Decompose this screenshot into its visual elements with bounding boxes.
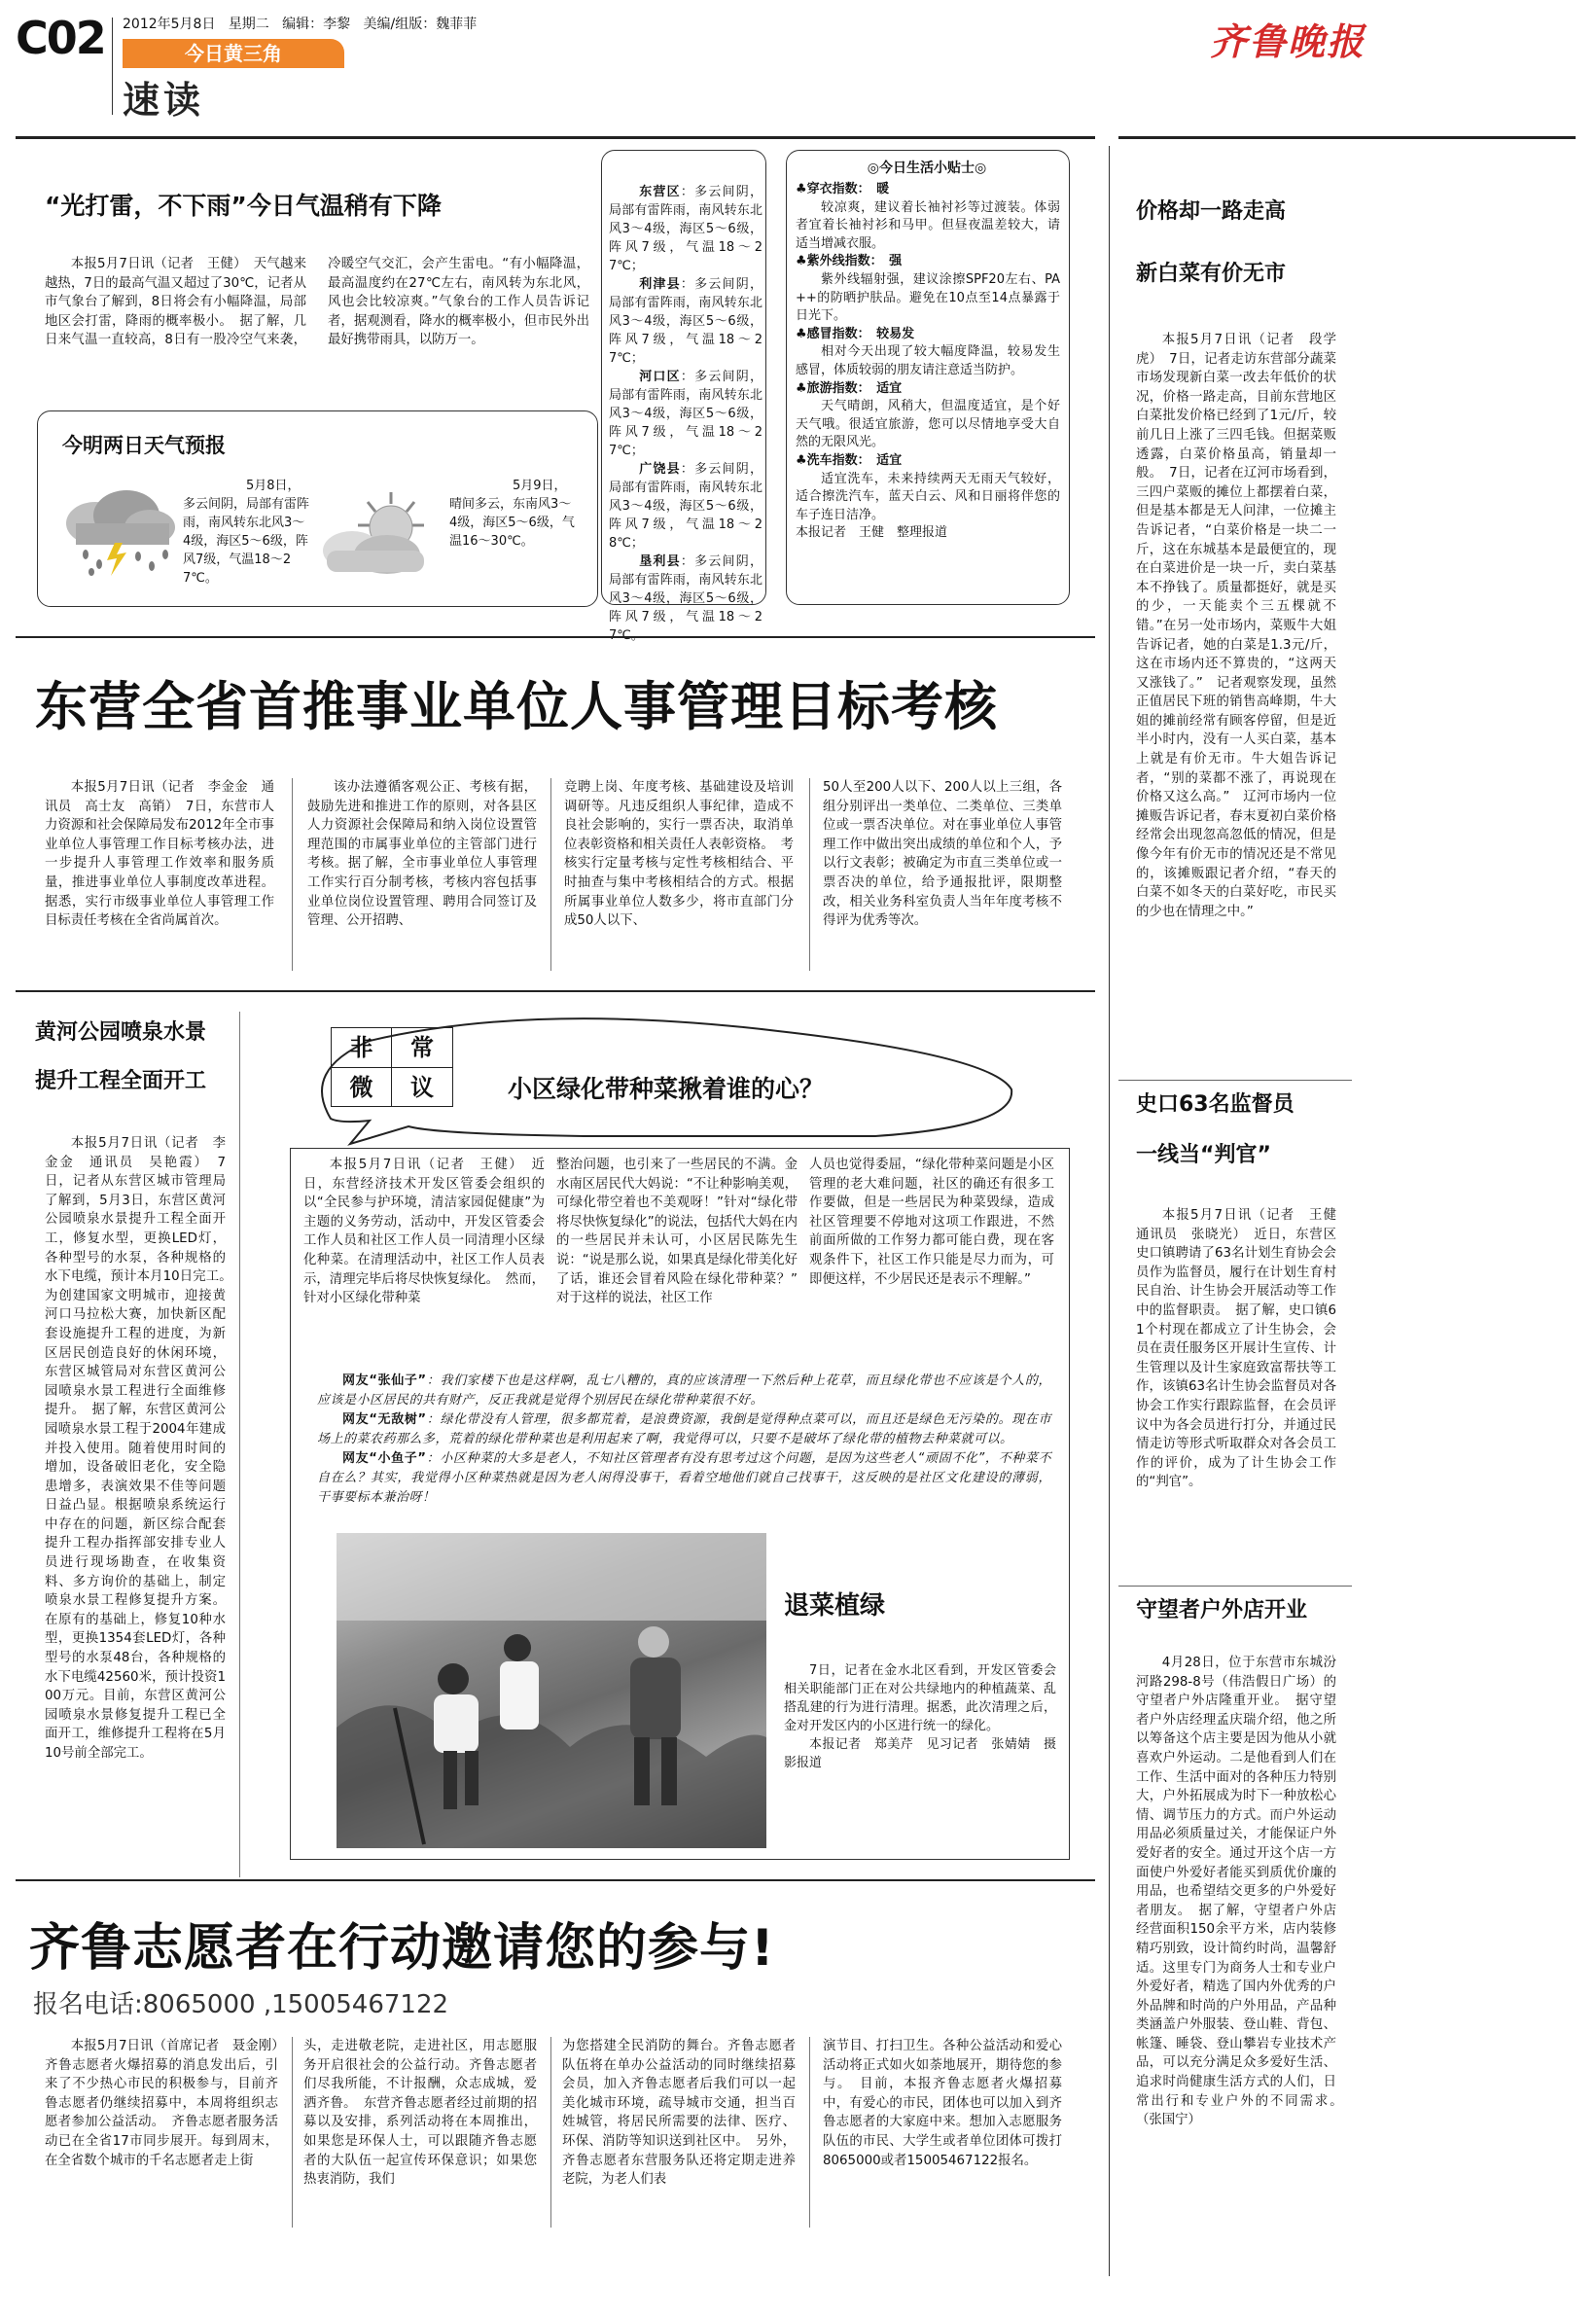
issue-info [123,14,477,33]
photo-caption [784,1661,1056,1772]
weather-headline: “光打雷，不下雨”今日气温稍有下降 [45,192,442,220]
issue-date: 2012年5月8日 [123,17,216,32]
issue-weekday: 星期二 [228,17,269,32]
tip-item: ♣感冒指数： 较易发 相对今天出现了较大幅度降温，较易发生感冒，体质较弱的朋友请注意适当防护。 [796,326,1060,377]
main-col-4: 50人至200人以下、200人以上三组，各组分别评出一类单位、二类单位、三类单位或一票否决单位。对在事业单位人事管理工作中做出突出成绩的单位和个人，予以行文表彰；被确定为市直三类单位或一票否决的单位，给予通报批评，限期整改，相关业务科室负责人当年年度考核不得评为优秀等次。 [823,780,1062,929]
tip-item: ♣穿衣指数： 暖 较凉爽，建议着长袖衬衫等过渡装。体弱者宜着长袖衬衫和马甲。但昼夜温差较大，请适当增减衣服。 [796,182,1060,251]
tag-grid [331,1027,453,1107]
comment: 网友“张仙子”：我们家楼下也是这样啊，乱七八糟的，真的应该清理一下然后种上花草，而且绿化带也不应该是个人的，应该是小区居民的共有财产，反正我就是觉得个别居民在绿化带种菜很不好。 [317,1373,1051,1408]
weather-body-text: 本报5月7日讯（记者 王健） 天气越来越热，7日的最高气温又超过了30℃，记者从市气象台了解到，8日将会有小幅降温，局部地区会打雷，降雨的概率极小。 据了解，几日来气温一直较高，8日有一股冷空气来袭，冷暖空气交汇，会产生雷电。“有小幅降温，最高温度约在27℃左右，南风转为东北风，风也会比较凉爽。”气象台的工作人员告诉记者，据观测看，降水的概率极小，但市民外出最好携带雨具，以防万一。 [45,257,589,348]
section-tag: 今日黄三角 [123,39,344,68]
jury-headline-2: 一线当“判官” [1136,1143,1271,1167]
jury-body: 本报5月7日讯（记者 王健 通讯员 张晓光） 近日，东营区史口镇聘请了63名计划生育协会会员作为监督员，履行在计划生育村民自治、计生协会开展活动等工作中的监督职责。 据了解，史口镇61个村现在都成立了计生协会，会员在责任服务区开展计生宣传、计生管理以及计生家庭致富帮扶等工作，该镇63名计生协会监督员对各协会工作实行跟踪监督，在会员评议中为各会员进行打分，并通过民情走访等形式听取群众对各会员工作的评价，成为了计生协会工作的“判官”。 [1136,1208,1350,1490]
tip-item: ♣旅游指数： 适宜 天气晴朗，风稍大，但温度适宜，是个好天气哦。很适宜旅游，您可以尽情地享受大自然的无限风光。 [796,380,1060,450]
tag-char: 常 [392,1028,452,1068]
district-item: 利津县：多云间阴，局部有雷阵雨，南风转东北风3～4级，海区5～6级，阵风7级，气温18～27℃； [609,277,763,366]
main-col-3: 竞聘上岗、年度考核、基础建设及培训调研等。凡违反组织人事纪律，造成不良社会影响的，实行一票否决，取消单位表彰资格和相关责任人表彰资格。 考核实行定量考核与定性考核相结合、平时抽查与集中考核相结合的方式。根据所属事业单位人数多少，将市直部门分成50人以下、 [564,780,794,929]
district-item: 垦利县：多云间阴，局部有雷阵雨，南风转东北风3～4级，海区5～6级，阵风7级，气温18～2 [609,554,763,624]
tips-title: ◎今日生活小贴士◎ [867,160,987,176]
issue-designer: 美编/组版：魏菲菲 [363,17,478,32]
issue-editor: 编辑：李黎 [282,17,351,32]
forecast-day2: 5月9日，晴间多云，东南风3～4级，海区5～6级，气温16～30℃。 [449,479,575,549]
district-item: 广饶县：多云间阴，局部有雷阵雨，南风转东北风3～4级，海区5～6级，阵风7级，气温18～28℃； [609,462,763,551]
photo-caption-text: 7日，记者在金水北区看到，开发区管委会相关职能部门正在对公共绿地内的种植蔬菜、乱搭乱建的行为进行清理。据悉，此次清理之后，金对开发区内的小区进行统一的绿化。 [784,1663,1056,1733]
green-headline: 小区绿化带种菜揪着谁的心？ [508,1075,825,1103]
district-item: 东营区：多云间阴，局部有雷阵雨，南风转东北风3～4级，海区5～6级，阵风7级，气温18～27℃； [609,185,763,273]
comment: 网友“无敌树”：绿化带没有人管理，很多都荒着，是浪费资源，我倒是觉得种点菜可以，而且还是绿色无污染的。现在市场上的菜农药那么多，荒着的绿化带种菜也是利用起来了啊，我觉得可以，只要不是破坏了绿化带的植物去种菜就可以。 [317,1412,1051,1446]
volunteer-col-1: 本报5月7日讯（首席记者 聂金刚） 齐鲁志愿者火爆招募的消息发出后，引来了不少热心市民的积极参与，目前齐鲁志愿者仍继续招募中，本周将组织志愿者参加公益活动。 齐鲁志愿者服务活动已在全省17市同步展开。每到周末，在全省数个城市的千名志愿者走上街 [45,2039,292,2168]
tag-char: 微 [332,1068,392,1107]
masthead-logo: 齐鲁晚报 [1210,19,1366,63]
tip-item: ♣紫外线指数： 强 紫外线辐射强，建议涂擦SPF20左右、PA++的防晒护肤品。避免在10点至14点暴露于日光下。 [796,254,1060,324]
tips-list [796,181,1060,543]
volunteer-phone: 报名电话:8065000 ,15005467122 [33,1990,449,2019]
volunteer-col-3: 为您搭建全民消防的舞台。齐鲁志愿者队伍将在单办公益活动的同时继续招募会员，加入齐鲁志愿者后我们可以一起美化城市环境，疏导城市交通，担当百姓城管，将居民所需要的法律、医疗、环保、消防等知识送到社区中。 另外，齐鲁志愿者东营服务队还将定期走进养老院，为老人们表 [562,2039,796,2188]
photo-credit: 本报记者 郑美芹 见习记者 张婧婧 摄影报道 [784,1737,1056,1770]
tag-char: 议 [410,1074,434,1101]
cabbage-headline-1: 价格却一路走高 [1136,199,1287,224]
forecast-title: 今明两日天气预报 [62,434,226,457]
tag-char: 非 [332,1028,392,1068]
green-col-1: 本报5月7日讯（记者 王健） 近日，东营经济技术开发区管委会组织的以“全民参与护环境，清洁家园促健康”为主题的义务劳动，活动中，开发区管委会工作人员和社区工作人员一同清理小区绿化种菜。在清理活动中，社区工作人员表示，清理完毕后将尽快恢复绿化。 然而，针对小区绿化带种菜 [303,1158,545,1306]
main-col-1: 本报5月7日讯（记者 李金金 通讯员 高士友 高销） 7日，东营市人力资源和社会保障局发布2012年全市事业单位人事管理工作目标考核办法，进一步提升人事管理工作效率和服务质量，推进事业单位人事制度改革进程。据悉，实行市级事业单位人事管理工作目标责任考核在全省尚属首次。 [45,780,274,929]
cabbage-headline-2: 新白菜有价无市 [1136,262,1287,286]
volunteer-headline: 齐鲁志愿者在行动邀请您的参与! [29,1919,775,1978]
garden-photo [337,1533,766,1848]
outdoor-body: 4月28日，位于东营市东城汾河路298-8号（伟浩假日广场）的守望者户外店隆重开业。 据守望者户外店经理孟庆瑞介绍，他之所以筹备这个店主要是因为他从小就喜欢户外运动。二是他看到人们在工作、生活中面对的各种压力特别大，户外拓展成为时下一种放松心情、调节压力的方式。而户外运动用品必须质量过关，才能保证户外爱好者的安全。通过开这个店一方面使户外爱好者能买到质优价廉的用品，也希望结交更多的户外爱好者朋友。 据了解，守望者户外店经营面积150余平方米，店内装修精巧别致，设计简约时尚，温馨舒适。这里专门为商务人士和专业户外爱好者，精选了国内外优秀的户外品牌和时尚的户外用品，产品种类涵盖户外服装、登山鞋、背包、帐篷、睡袋、登山攀岩专业技术产品，可以充分满足众多爱好生活、追求时尚健康生活方式的人们，日常出行和专业户外的不同需求。 （张国宁） [1136,1656,1350,2128]
main-col-2: 该办法遵循客观公正、考核有据，鼓励先进和推进工作的原则，对各县区人力资源社会保障局和纳入岗位设置管理范围的市属事业单位的主管部门进行考核。据了解，全市事业单位人事管理工作实行百分制考核，考核内容包括事业单位岗位设置管理、聘用合同签订及管理、公开招聘、 [307,780,537,929]
district-item: 河口区：多云间阴，局部有雷阵雨，南风转东北风3～4级，海区5～6级，阵风7级，气温18～27℃； [609,370,763,458]
green-col-2: 整治问题，也引来了一些居民的不满。金水南区居民代大妈说：“不让种影响美观，可绿化带空着也不美观呀！”针对“绿化带将尽快恢复绿化”的说法，包括代大妈在内的一些居民并未认可，小区居民陈先生说：“说是那么说，如果真是绿化带美化好了话，谁还会冒着风险在绿化带种菜？” 对于这样的说法，社区工作 [556,1158,811,1306]
jury-headline-1: 史口63名监督员 [1136,1092,1295,1117]
district-forecast [609,183,763,645]
tip-item: ♣洗车指数： 适宜 适宜洗车，未来持续两天无雨天气较好，适合擦洗汽车，蓝天白云、风和日丽将伴您的车子连日洁净。 [796,452,1060,522]
rain-cloud-icon [56,484,181,578]
volunteer-col-4: 演节目、打扫卫生。各种公益活动和爱心活动将正式如火如荼地展开，期待您的参与。 目前，本报齐鲁志愿者火爆招募中，有爱心的市民，团体也可以加入到齐鲁志愿者的大家庭中来。想加入志愿服务队伍的市民、大学生或者单位团体可拨打8065000或者15005467122报名。 [823,2039,1062,2168]
green-col-3: 人员也觉得委屈，“绿化带种菜问题是小区管理的老大难问题，社区的确还有很多工作要做，但是一些居民为种菜毁绿，造成社区管理要不停地对这项工作跟进，不然前面所做的工作努力都可能白费，现在客观条件下，社区工作只能是尽力而为，可即便这样，不少居民还是表示不理解。” [809,1158,1054,1287]
main-headline: 东营全省首推事业单位人事管理目标考核 [35,676,998,737]
photo-title: 退菜植绿 [784,1591,886,1621]
fountain-headline-2: 提升工程全面开工 [35,1069,207,1093]
cabbage-body: 本报5月7日讯（记者 段学虎） 7日，记者走访东营部分蔬菜市场发现新白菜一改去年低价的状况，价格一路走高，目前东营地区白菜批发价格已经到了1元/斤，较前几日上涨了三四毛钱。但据菜贩透露，白菜价格虽高，销量却一般。 7日，记者在辽河市场看到，三四户菜贩的摊位上都摆着白菜，但是基本都是无人问津，一位摊主告诉记者，“白菜价格是一块二一斤，这在东城基本是最便宜的，现在白菜进价是一块一斤，卖白菜基本不挣钱了。质量都挺好，就是买的少，一天能卖个三五棵就不错。”在另一处市场内，菜贩牛大姐告诉记者，她的白菜是1.3元/斤，这在市场内还不算贵的，“这两天又涨钱了。” 记者观察发现，虽然正值居民下班的销售高峰期，牛大姐的摊前经常有顾客停留，但是近半小时内，没有一人买白菜，基本上就是有价无市。牛大姐告诉记者，“别的菜都不涨了，再说现在价格又这么高。” 辽河市场内一位摊贩告诉记者，春末夏初白菜价格经常会出现忽高忽低的情况，但是像今年有价无市的情况还是不常见的，该摊贩跟记者介绍，“春天的白菜不如冬天的白菜好吃，市民买的少也在情理之中。” [1136,333,1336,919]
netizen-comments [317,1372,1051,1508]
volunteer-col-2: 头，走进敬老院，走进社区，用志愿服务开启很社会的公益行动。齐鲁志愿者们尽我所能，不计报酬，众志成城，爱洒齐鲁。 东营齐鲁志愿者经过前期的招募以及安排，系列活动将在本周推出，如果您是环保人士，可以跟随齐鲁志愿者的大队伍一起宣传环保意识；如果您热衷消防，我们 [303,2039,537,2188]
weather-body [45,255,589,401]
sun-cloud-icon [313,486,449,580]
fountain-body: 本报5月7日讯（记者 李金金 通讯员 吴艳霞） 7日，记者从东营区城市管理局了解到，5月3日，东营区黄河公园喷泉水景提升工程全面开工，修复水型，更换LED灯，各种型号的水泵，各种规格的水下电缆，预计本月10日完工。 为创建国家文明城市，迎接黄河口马拉松大赛，加快新区配套设施提升工程的进度，为新区居民创造良好的休闲环境，东营区城管局对东营区黄河公园喷泉水景工程进行全面维修提升。 据了解，东营区黄河公园喷泉水景工程于2004年建成并投入使用。随着使用时间的增加，设备破旧老化，安全隐患增多，表演效果不佳等问题日益凸显。根据喷泉系统运行中存在的问题，新区综合配套提升工程办指挥部安排专业人员进行现场勘查，在收集资料、多方询价的基础上，制定喷泉水景工程修复提升方案。在原有的基础上，修复10种水型，更换1354套LED灯，各种型号的水泵48台，各种规格的水下电缆42560米，预计投资100万元。目前，东营区黄河公园喷泉水景修复提升工程已全面开工，维修提升工程将在5月10号前全部完工。 [45,1136,239,1761]
tips-credit: 本报记者 王健 整理报道 [796,525,948,541]
section-title: 速读 [123,79,205,122]
fountain-headline-1: 黄河公园喷泉水景 [35,1020,207,1045]
comment: 网友“小鱼子”：小区种菜的大多是老人，不知社区管理者有没有思考过这个问题，是因为这些老人“顽固不化”，不种菜不自在么？其实，我觉得小区种菜热就是因为老人闲得没事干，看着空地他们就自己找事干，这反映的是社区文化建设的薄弱，干事要标本兼治呀！ [317,1451,1051,1505]
outdoor-headline: 守望者户外店开业 [1136,1598,1308,1623]
page-number: C02 [16,12,105,64]
forecast-day1: 5月8日，多云间阴，局部有雷阵雨，南风转东北风3～4级，海区5～6级，阵风7级，气温18～27℃。 [183,479,310,586]
